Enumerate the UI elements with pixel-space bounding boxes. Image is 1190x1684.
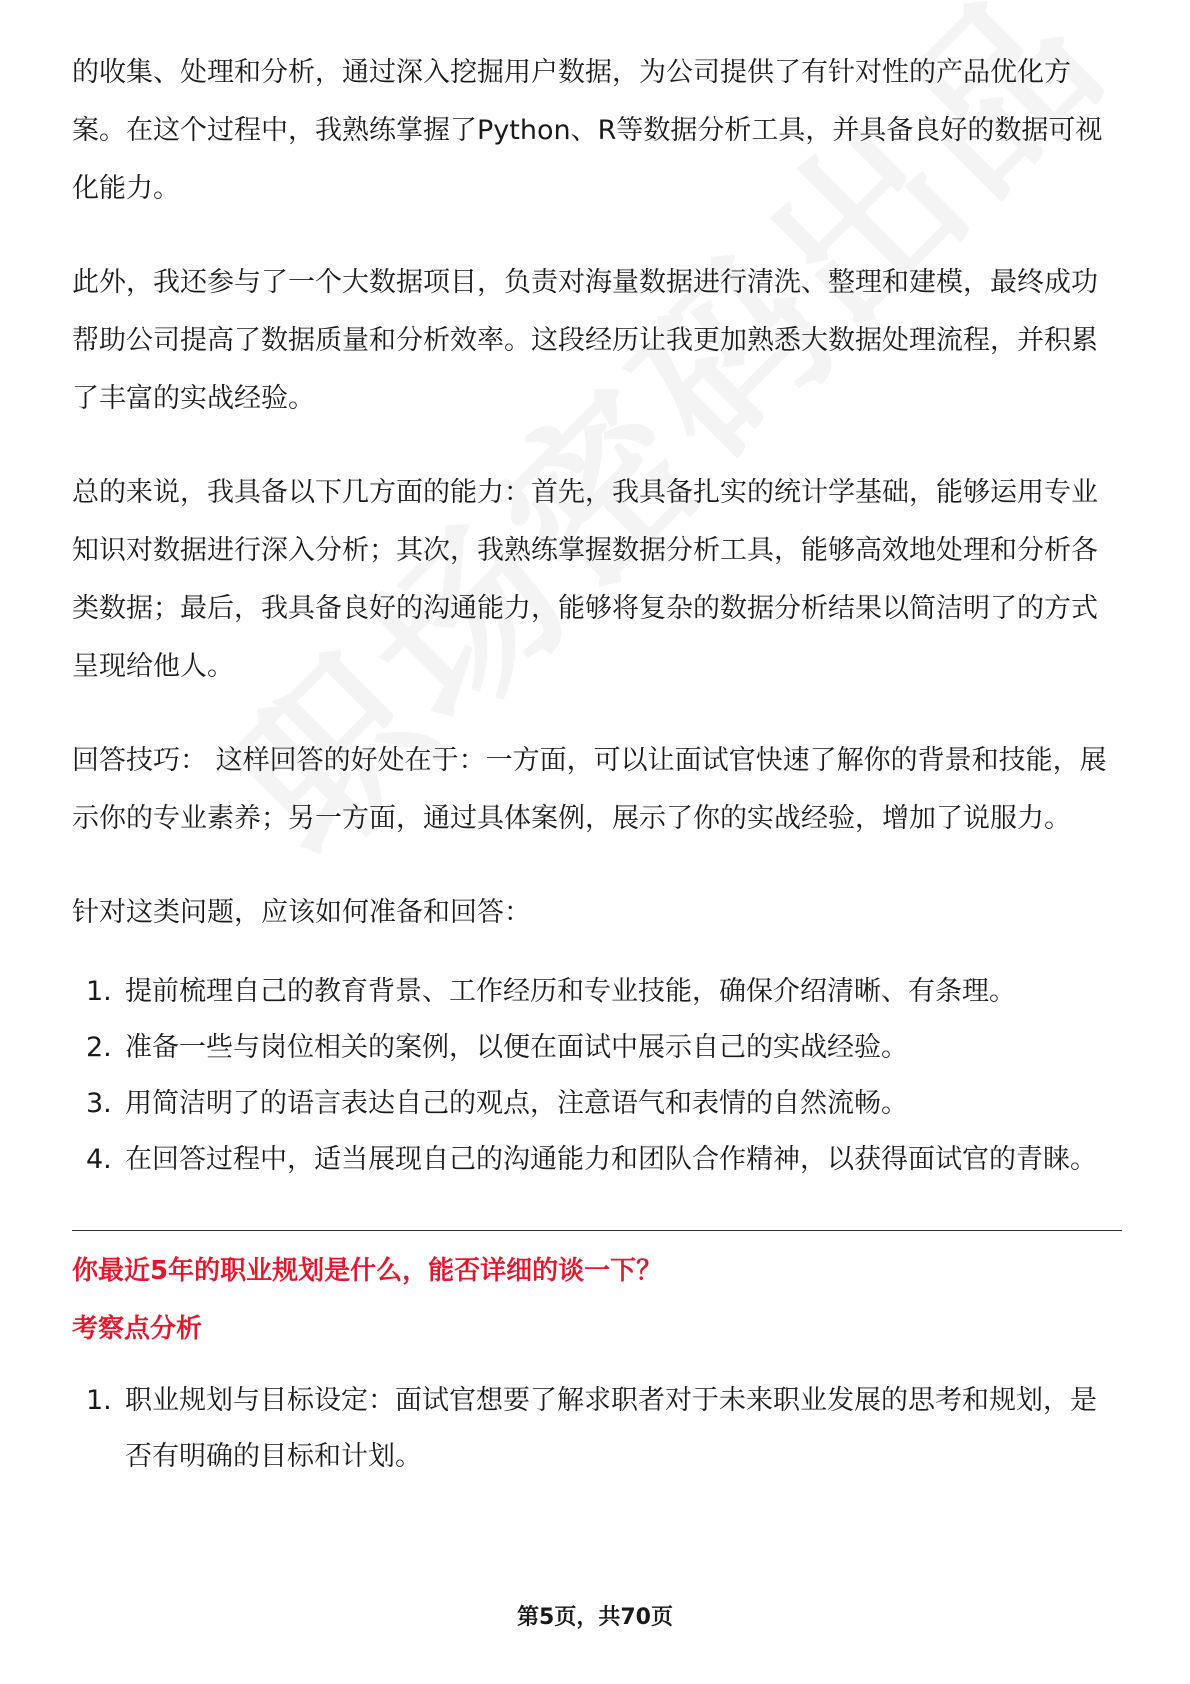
- paragraph-summary: 总的来说，我具备以下几方面的能力：首先，我具备扎实的统计学基础，能够运用专业知识对数据进行深入分析；其次，我熟练掌握数据分析工具，能够高效地处理和分析各类数据；最后，我具备良好的沟通能力，能够将复杂的数据分析结果以简洁明了的方式呈现给他人。: [72, 477, 1098, 682]
- list-item-text: 职业规划与目标设定：面试官想要了解求职者对于未来职业发展的思考和规划，是否有明确的目标和计划。: [125, 1385, 1097, 1472]
- list-item-text: 用简洁明了的语言表达自己的观点，注意语气和表情的自然流畅。: [125, 1088, 908, 1119]
- analysis-list: [72, 1373, 1122, 1485]
- page-number-footer: 第5页，共70页: [517, 1605, 673, 1630]
- preparation-tips-list: [72, 964, 1122, 1188]
- list-item-number: 3.: [86, 1088, 112, 1119]
- paragraph-bigdata-project: 此外，我还参与了一个大数据项目，负责对海量数据进行清洗、整理和建模，最终成功帮助公司提高了数据质量和分析效率。这段经历让我更加熟悉大数据处理流程，并积累了丰富的实战经验。: [72, 267, 1098, 414]
- list-item-number: 1.: [86, 1385, 112, 1416]
- document-body: [72, 44, 1122, 1485]
- list-item-number: 2.: [86, 1032, 112, 1063]
- section-divider: [72, 1230, 1122, 1231]
- list-item: [72, 964, 1122, 1020]
- list-item-text: 准备一些与岗位相关的案例，以便在面试中展示自己的实战经验。: [125, 1032, 908, 1063]
- paragraph-experience: 的收集、处理和分析，通过深入挖掘用户数据，为公司提供了有针对性的产品优化方案。在这个过程中，我熟练掌握了Python、R等数据分析工具，并具备良好的数据可视化能力。: [72, 57, 1103, 204]
- paragraph-how-to-prepare: 针对这类问题，应该如何准备和回答：: [72, 897, 531, 928]
- list-item: [72, 1076, 1122, 1132]
- question-title: 你最近5年的职业规划是什么，能否详细的谈一下？: [72, 1256, 663, 1286]
- list-item-number: 4.: [86, 1144, 112, 1175]
- list-item-text: 提前梳理自己的教育背景、工作经历和专业技能，确保介绍清晰、有条理。: [125, 976, 1016, 1007]
- list-item-number: 1.: [86, 976, 112, 1007]
- analysis-heading: 考察点分析: [72, 1314, 203, 1344]
- list-item-text: 在回答过程中，适当展现自己的沟通能力和团队合作精神，以获得面试官的青睐。: [125, 1144, 1097, 1175]
- list-item: [72, 1020, 1122, 1076]
- paragraph-answer-tips: 回答技巧： 这样回答的好处在于：一方面，可以让面试官快速了解你的背景和技能，展示你的专业素养；另一方面，通过具体案例，展示了你的实战经验，增加了说服力。: [72, 745, 1107, 834]
- list-item: [72, 1132, 1122, 1188]
- list-item: [72, 1373, 1122, 1485]
